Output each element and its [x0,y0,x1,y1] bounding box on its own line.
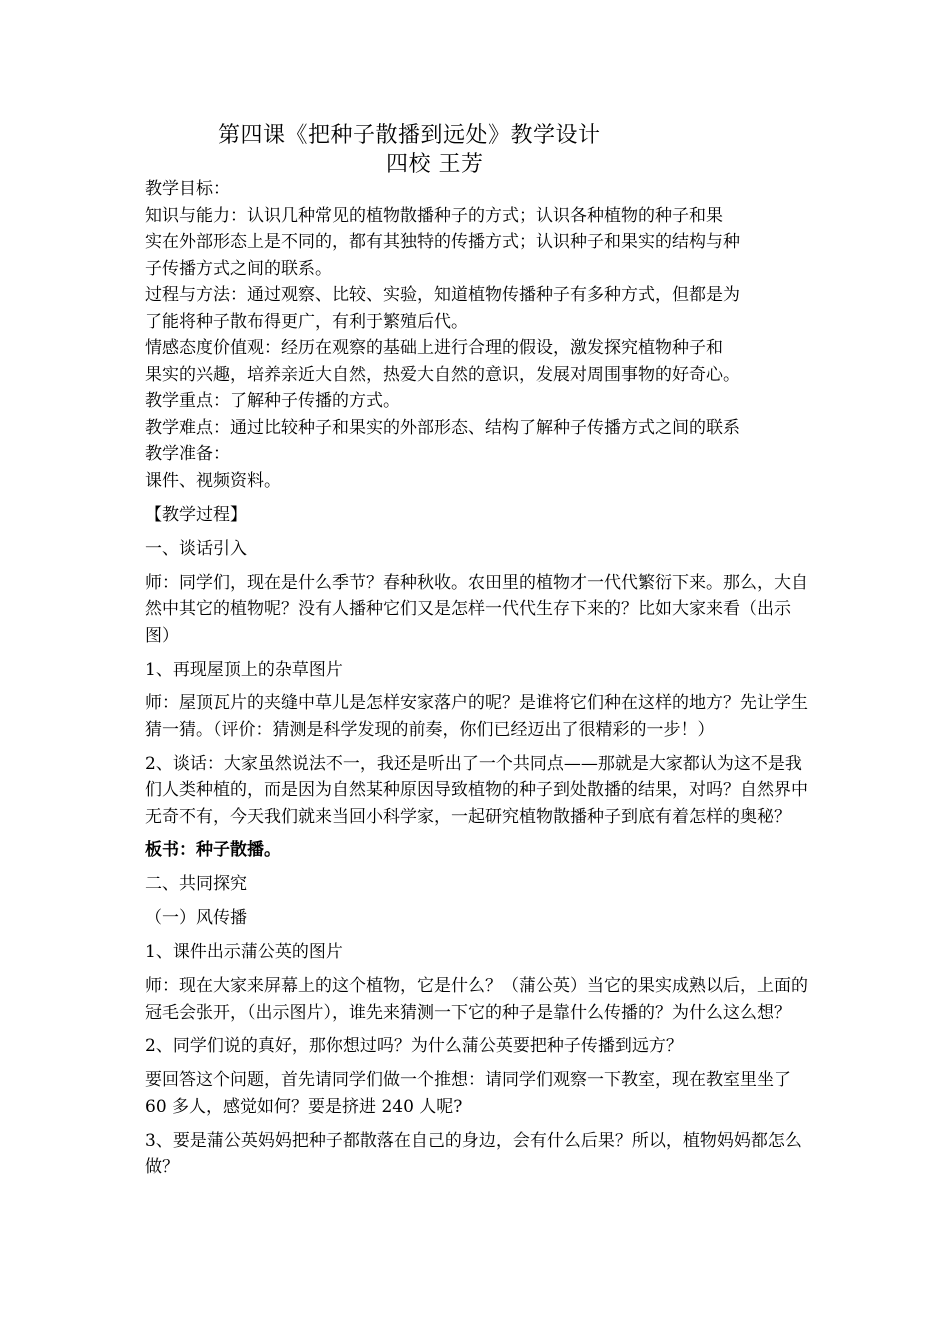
objectives-heading: 教学目标： [145,179,230,199]
section-heading: 一、谈话引入 [145,538,247,559]
objectives-section [145,176,815,494]
objective-line: 实在外部形态上是不同的，都有其独特的传播方式；认识种子和果实的结构与种 [145,232,740,252]
objective-line: 情感态度价值观：经历在观察的基础上进行合理的假设，激发探究植物种子和 [145,338,723,358]
preparation-line: 课件、视频资料。 [145,470,281,491]
paragraph: 2、同学们说的真好，那你想过吗？为什么蒲公英要把种子传播到远方？ [145,1036,683,1057]
step-heading: 1、课件出示蒲公英的图片 [145,942,343,963]
preparation-heading: 教学准备： [145,444,230,464]
objective-line: 过程与方法：通过观察、比较、实验，知道植物传播种子有多种方式，但都是为 [145,285,740,305]
objective-line: 子传播方式之间的联系。 [145,258,332,279]
board-note: 板书：种子散播。 [145,840,281,861]
objective-line: 知识与能力：认识几种常见的植物散播种子的方式；认识各种植物的种子和果 [145,205,723,226]
paragraph: 师：现在大家来屏幕上的这个植物，它是什么？（蒲公英）当它的果实成熟以后，上面的冠毛会张开，（出示图片），谁先来猜测一下它的种子是靠什么传播的？为什么这么想？ [145,976,808,1023]
paragraph: 3、要是蒲公英妈妈把种子都散落在自己的身边，会有什么后果？所以，植物妈妈都怎么做？ [145,1130,802,1178]
key-point-line: 教学重点：了解种子传播的方式。 [145,391,400,411]
process-heading: 【教学过程】 [145,505,247,525]
paragraph: 2、谈话：大家虽然说法不一，我还是听出了一个共同点——那就是大家都认为这不是我们人类种植的，而是因为自然某种原因导致植物的种子到处散播的结果，对吗？自然界中无奇不有，今天我们就来当回小科学家，一起研究植物散播种子到底有着怎样的奥秘？ [145,753,808,827]
document-body [145,176,815,1188]
document-author: 四校 王芳 [386,152,484,177]
objective-line: 了能将种子散布得更广，有利于繁殖后代。 [145,311,468,332]
difficulty-line: 教学难点：通过比较种子和果实的外部形态、结构了解种子传播方式之间的联系 [145,417,740,438]
section-heading: 二、共同探究 [145,874,247,895]
subsection-heading: （一）风传播 [145,908,247,929]
document-title: 第四课《把种子散播到远处》教学设计 [218,123,601,148]
objective-line: 果实的兴趣，培养亲近大自然，热爱大自然的意识，发展对周围事物的好奇心。 [145,364,740,385]
paragraph: 要回答这个问题，首先请同学们做一个推想：请同学们观察一下教室，现在教室里坐了 60 多人，感觉如何？要是挤进 240 人呢? [145,1070,791,1117]
step-heading: 1、再现屋顶上的杂草图片 [145,659,343,680]
paragraph: 师：屋顶瓦片的夹缝中草儿是怎样安家落户的呢？是谁将它们种在这样的地方？先让学生猜一猜。（评价：猜测是科学发现的前奏，你们已经迈出了很精彩的一步！） [145,693,808,740]
process-section [145,502,815,1180]
paragraph: 师：同学们，现在是什么季节？春种秋收。农田里的植物才一代代繁衍下来。那么，大自然中其它的植物呢？没有人播种它们又是怎样一代代生存下来的？比如大家来看（出示图） [145,572,808,646]
